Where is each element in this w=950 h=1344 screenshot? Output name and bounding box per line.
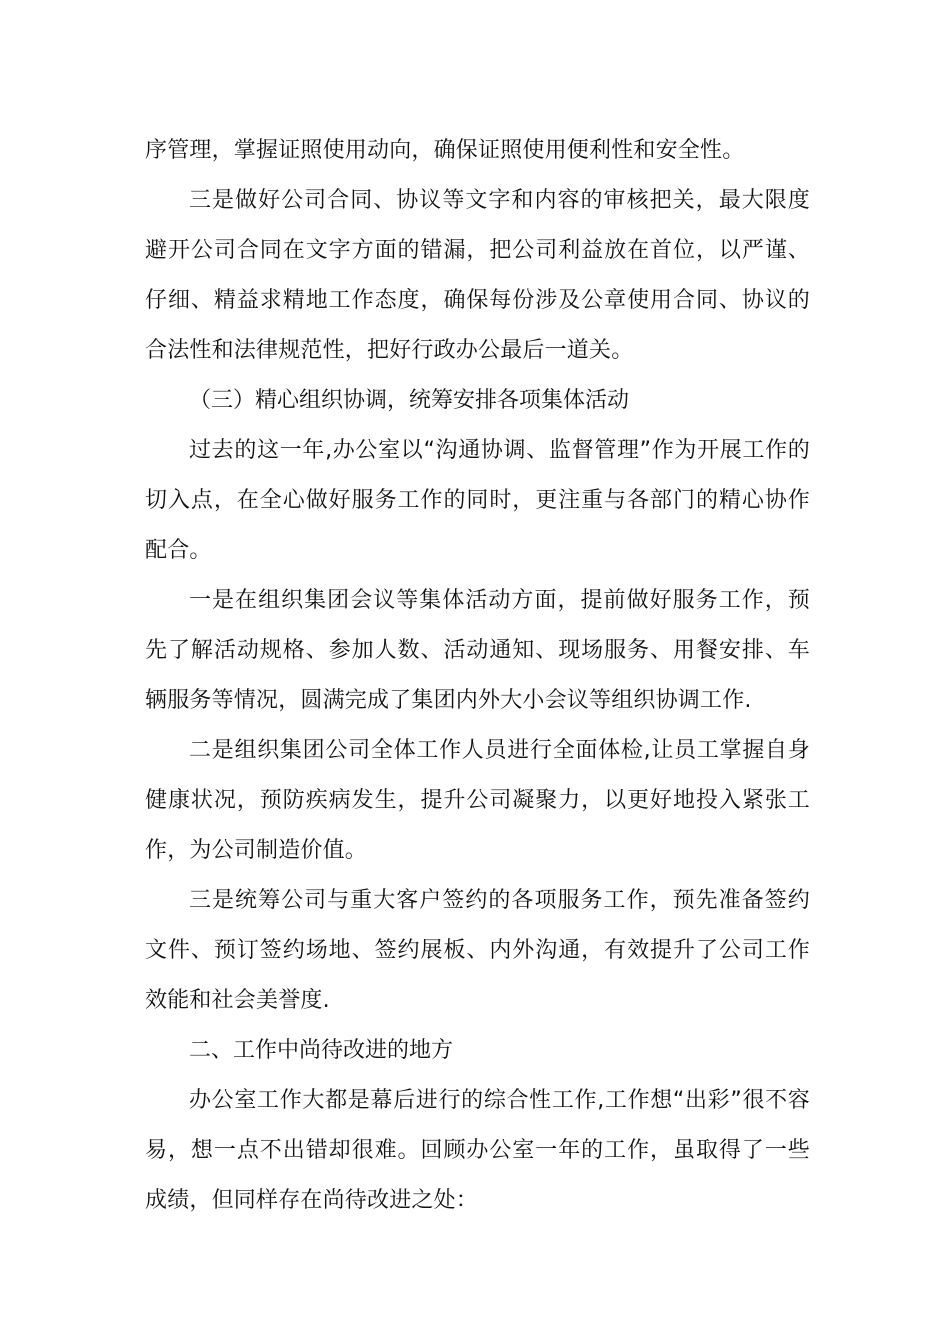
document-body: [145, 126, 810, 1226]
section-heading-improvements: 二、工作中尚待改进的地方: [189, 1038, 454, 1063]
paragraph-contract-review: 三是做好公司合同、协议等文字和内容的审核把关，最大限度避开公司合同在文字方面的错漏，把公司利益放在首位，以严谨、仔细、精益求精地工作态度，确保每份涉及公章使用合同、协议的合法性和法律规范性，把好行政办公最后一道关。: [145, 188, 810, 363]
paragraph-client-signing: 三是统筹公司与重大客户签约的各项服务工作，预先准备签约文件、预订签约场地、签约展板、内外沟通，有效提升了公司工作效能和社会美誉度.: [145, 888, 810, 1013]
paragraph-past-year: 过去的这一年,办公室以“沟通协调、监督管理”作为开展工作的切入点，在全心做好服务工作的同时，更注重与各部门的精心协作配合。: [145, 438, 810, 563]
paragraph-office-work: 办公室工作大都是幕后进行的综合性工作,工作想“出彩”很不容易，想一点不出错却很难。回顾办公室一年的工作，虽取得了一些成绩，但同样存在尚待改进之处：: [145, 1088, 810, 1213]
section-heading-coordination: （三）精心组织协调，统筹安排各项集体活动: [189, 388, 630, 413]
paragraph-meetings: 一是在组织集团会议等集体活动方面，提前做好服务工作，预先了解活动规格、参加人数、活动通知、现场服务、用餐安排、车辆服务等情况，圆满完成了集团内外大小会议等组织协调工作.: [145, 588, 810, 713]
paragraph-continuation: 序管理，掌握证照使用动向，确保证照使用便利性和安全性。: [145, 138, 745, 163]
paragraph-health-check: 二是组织集团公司全体工作人员进行全面体检,让员工掌握自身健康状况，预防疾病发生，提升公司凝聚力，以更好地投入紧张工作，为公司制造价值。: [145, 738, 810, 863]
